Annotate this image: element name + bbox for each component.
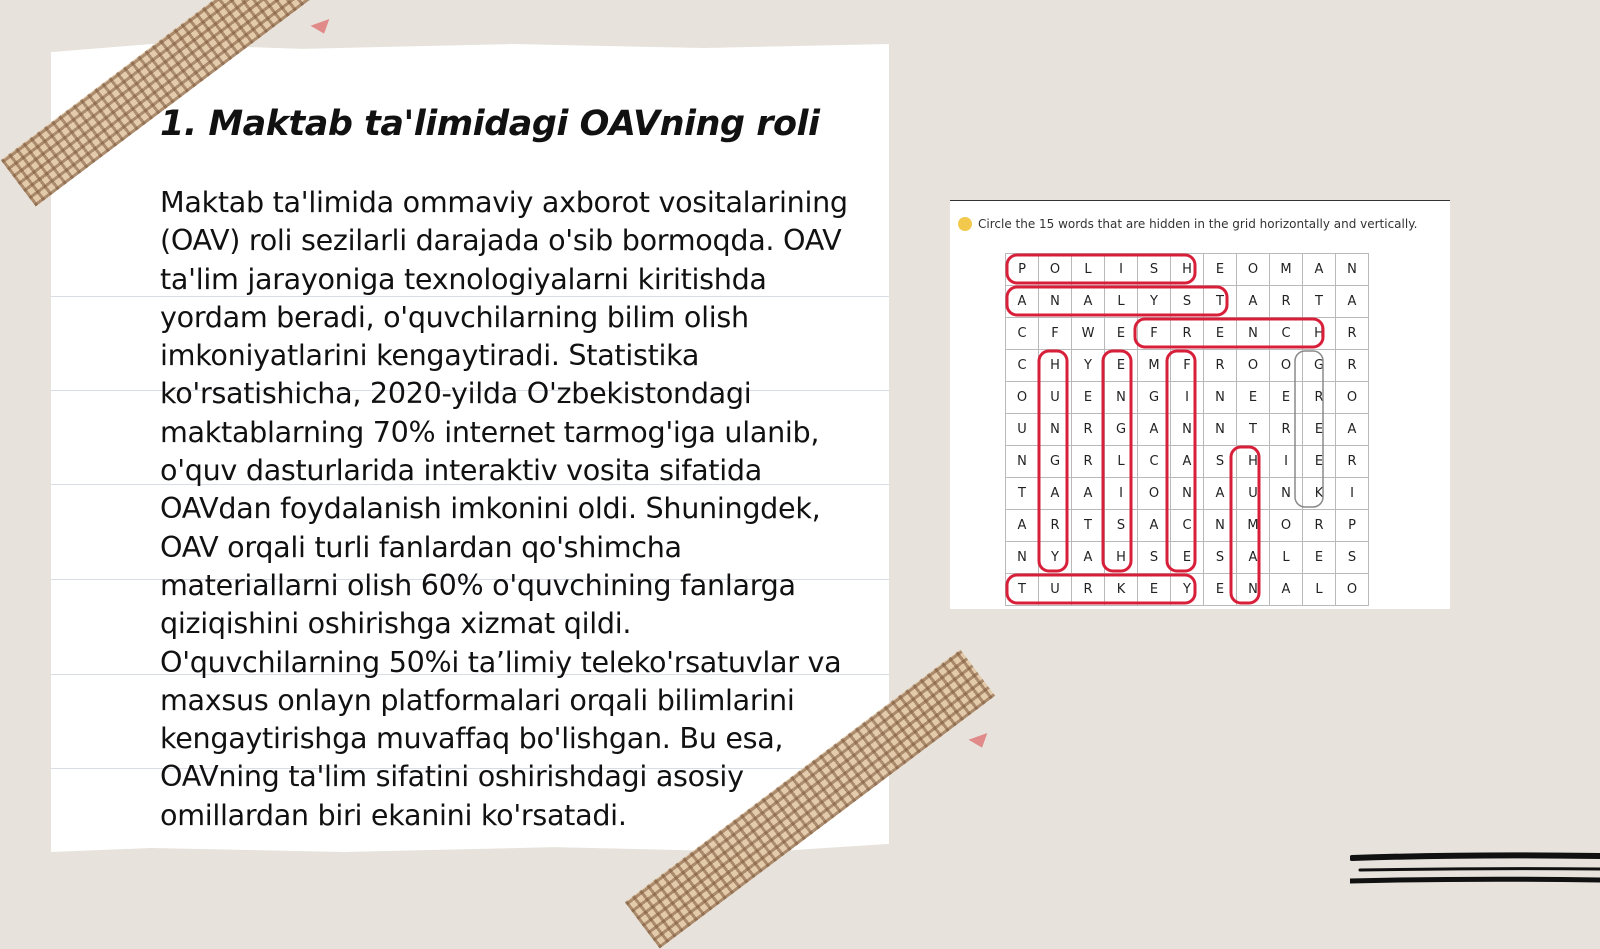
grid-letter: A <box>1237 286 1270 318</box>
grid-letter: E <box>1303 446 1336 478</box>
grid-letter: A <box>1171 446 1204 478</box>
grid-letter: L <box>1072 254 1105 286</box>
grid-letter: R <box>1303 382 1336 414</box>
grid-letter: N <box>1171 414 1204 446</box>
grid-letter: I <box>1336 478 1369 510</box>
grid-letter: E <box>1303 414 1336 446</box>
grid-letter: R <box>1072 446 1105 478</box>
decorative-brush-lines <box>1350 848 1600 888</box>
word-ring <box>1135 319 1323 347</box>
grid-letter: F <box>1138 318 1171 350</box>
grid-letter: A <box>1237 542 1270 574</box>
grid-letter: F <box>1039 318 1072 350</box>
grid-letter: U <box>1237 478 1270 510</box>
grid-letter: L <box>1105 286 1138 318</box>
grid-letter: L <box>1105 446 1138 478</box>
grid-letter: M <box>1138 350 1171 382</box>
grid-letter: R <box>1303 510 1336 542</box>
grid-letter: Y <box>1138 286 1171 318</box>
grid-letter: S <box>1138 542 1171 574</box>
grid-letter: G <box>1039 446 1072 478</box>
grid-letter: O <box>1138 478 1171 510</box>
grid-letter: R <box>1336 350 1369 382</box>
grid-letter: O <box>1270 350 1303 382</box>
grid-letter: N <box>1039 414 1072 446</box>
grid-letter: S <box>1105 510 1138 542</box>
grid-letter: H <box>1105 542 1138 574</box>
grid-letter: M <box>1237 510 1270 542</box>
grid-letter: O <box>1270 510 1303 542</box>
grid-letter: E <box>1138 574 1171 606</box>
grid-letter: T <box>1237 414 1270 446</box>
grid-letter: C <box>1270 318 1303 350</box>
grid-letter: A <box>1303 254 1336 286</box>
grid-letter: C <box>1006 350 1039 382</box>
grid-letter: C <box>1138 446 1171 478</box>
grid-letter: A <box>1039 478 1072 510</box>
word-ring <box>1167 351 1195 571</box>
slide-title: 1. Maktab ta'limidagi OAVning roli <box>160 104 820 144</box>
grid-letter: E <box>1204 574 1237 606</box>
grid-letter: O <box>1039 254 1072 286</box>
grid-letter: T <box>1204 286 1237 318</box>
word-ring <box>1039 351 1067 571</box>
grid-letter: U <box>1006 414 1039 446</box>
grid-letter: N <box>1336 254 1369 286</box>
grid-letter: H <box>1171 254 1204 286</box>
grid-letter: R <box>1039 510 1072 542</box>
grid-letter: Y <box>1171 574 1204 606</box>
grid-letter: A <box>1336 414 1369 446</box>
grid-letter: A <box>1006 510 1039 542</box>
grid-letter: E <box>1237 382 1270 414</box>
grid-letter: E <box>1105 318 1138 350</box>
grid-letter: L <box>1270 542 1303 574</box>
grid-letter: I <box>1105 254 1138 286</box>
grid-letter: N <box>1204 382 1237 414</box>
grid-letter: N <box>1204 414 1237 446</box>
grid-letter: K <box>1303 478 1336 510</box>
tape-tip <box>311 19 334 37</box>
word-ring <box>1231 447 1259 603</box>
grid-letter: A <box>1138 414 1171 446</box>
grid-letter: E <box>1270 382 1303 414</box>
grid-letter: O <box>1237 350 1270 382</box>
grid-letter: I <box>1171 382 1204 414</box>
grid-letter: E <box>1204 318 1237 350</box>
word-ring <box>1007 575 1195 603</box>
grid-letter: E <box>1072 382 1105 414</box>
grid-letter: N <box>1237 318 1270 350</box>
grid-letter: I <box>1270 446 1303 478</box>
grid-letter: N <box>1204 510 1237 542</box>
grid-letter: N <box>1237 574 1270 606</box>
grid-letter: A <box>1072 478 1105 510</box>
grid-letter: E <box>1303 542 1336 574</box>
grid-letter: A <box>1270 574 1303 606</box>
grid-letter: F <box>1171 350 1204 382</box>
grid-letter: R <box>1072 414 1105 446</box>
grid-letter: G <box>1138 382 1171 414</box>
grid-letter: R <box>1270 414 1303 446</box>
grid-letter: S <box>1204 542 1237 574</box>
grid-letter: H <box>1237 446 1270 478</box>
grid-letter: P <box>1336 510 1369 542</box>
word-ring <box>1007 255 1195 283</box>
grid-letter: O <box>1336 574 1369 606</box>
grid-letter: O <box>1336 382 1369 414</box>
grid-letter: M <box>1270 254 1303 286</box>
grid-letter: N <box>1171 478 1204 510</box>
grid-letter: T <box>1006 574 1039 606</box>
grid-letter: A <box>1006 286 1039 318</box>
puzzle-instruction: Circle the 15 words that are hidden in the grid horizontally and vertically. <box>978 217 1418 231</box>
grid-letter: T <box>1072 510 1105 542</box>
grid-letter: E <box>1204 254 1237 286</box>
grid-letter: O <box>1006 382 1039 414</box>
grid-letter: T <box>1006 478 1039 510</box>
grid-letter: C <box>1006 318 1039 350</box>
grid-letter: R <box>1171 318 1204 350</box>
grid-letter: A <box>1138 510 1171 542</box>
grid-letter: N <box>1006 542 1039 574</box>
word-search-image <box>950 200 1450 609</box>
grid-letter: N <box>1006 446 1039 478</box>
grid-letter: P <box>1006 254 1039 286</box>
grid-letter: Y <box>1072 350 1105 382</box>
grid-letter: U <box>1039 574 1072 606</box>
slide-paragraph: Maktab ta'limida ommaviy axborot vositalarining (OAV) roli sezilarli darajada o'sib bormoqda. OAV ta'lim jarayoniga texnologiyalarni kiritishda yordam beradi, o'quvchilarning bilim olish imkoniyatlarini kengaytiradi. Statistika ko'rsatishicha, 2020-yilda O'zbekistondagi maktablarning 70% internet tarmog'iga ulanib, o'quv dasturlarida interaktiv vosita sifatida OAVdan foydalanish imkonini oldi. Shuningdek, OAV orqali turli fanlardan qo'shimcha materiallarni olish 60% o'quvchining fanlarga qiziqishini oshirishga xizmat qildi. O'quvchilarning 50%i ta’limiy teleko'rsatuvlar va maxsus onlayn platformalari orqali bilimlarini kengaytirishga muvaffaq bo'lishgan. Bu esa, OAVning ta'lim sifatini oshirishdagi asosiy omillardan biri ekanini ko'rsatadi. <box>160 185 848 832</box>
grid-letter: U <box>1039 382 1072 414</box>
grid-letter: A <box>1072 286 1105 318</box>
grid-letter: G <box>1105 414 1138 446</box>
grid-letter: N <box>1105 382 1138 414</box>
grid-letter: N <box>1270 478 1303 510</box>
grid-letter: S <box>1171 286 1204 318</box>
word-ring <box>1103 351 1131 571</box>
grid-letter: R <box>1270 286 1303 318</box>
grid-letter: R <box>1336 318 1369 350</box>
grid-letter: W <box>1072 318 1105 350</box>
grid-letter: R <box>1204 350 1237 382</box>
grid-letter: I <box>1105 478 1138 510</box>
grid-letter: L <box>1303 574 1336 606</box>
highlight-rings <box>950 201 1450 609</box>
grid-letter: G <box>1303 350 1336 382</box>
grid-letter: R <box>1072 574 1105 606</box>
word-ring <box>1295 351 1323 507</box>
grid-letter: K <box>1105 574 1138 606</box>
grid-letter: Y <box>1039 542 1072 574</box>
grid-letter: H <box>1039 350 1072 382</box>
grid-letter: A <box>1336 286 1369 318</box>
grid-letter: C <box>1171 510 1204 542</box>
grid-letter: R <box>1336 446 1369 478</box>
tape-tip <box>969 733 992 751</box>
grid-letter: A <box>1204 478 1237 510</box>
grid-letter: A <box>1072 542 1105 574</box>
grid-letter: E <box>1105 350 1138 382</box>
grid-letter: N <box>1039 286 1072 318</box>
grid-letter: H <box>1303 318 1336 350</box>
word-ring <box>1007 287 1227 315</box>
grid-letter: S <box>1138 254 1171 286</box>
grid-letter: S <box>1204 446 1237 478</box>
grid-letter: E <box>1171 542 1204 574</box>
grid-letter: T <box>1303 286 1336 318</box>
grid-letter: O <box>1237 254 1270 286</box>
grid-letter: S <box>1336 542 1369 574</box>
